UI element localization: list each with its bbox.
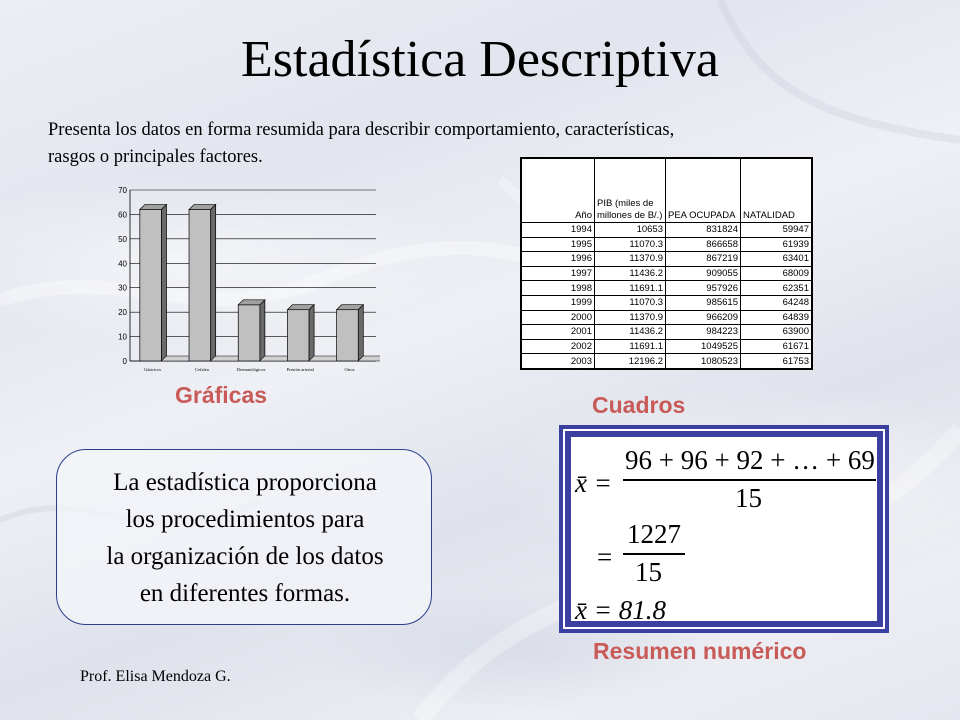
table-cell: 966209: [666, 310, 741, 325]
table-row: [522, 223, 812, 238]
formula-numerator-2: 1227: [627, 519, 681, 549]
table-cell: 11691.1: [595, 339, 666, 354]
table-cell: 985615: [666, 295, 741, 310]
bar: [238, 305, 260, 361]
table-row: [522, 266, 812, 281]
caption-resumen: Resumen numérico: [593, 638, 807, 664]
y-tick-label: 70: [118, 186, 127, 195]
callout-line-2: los procedimientos para: [125, 506, 365, 533]
formula-lhs: x̄ =: [575, 468, 612, 498]
table-row: [522, 354, 812, 369]
bar-side: [260, 300, 265, 361]
table-cell: 64839: [741, 310, 812, 325]
x-tick-label: Dermatológicos: [236, 367, 266, 372]
callout-line-4: en diferentes formas.: [139, 580, 351, 607]
table-cell: 1997: [522, 266, 595, 281]
caption-graficas: Gráficas: [175, 382, 268, 408]
table-cell: 866658: [666, 237, 741, 252]
table-body: [522, 223, 812, 369]
table-cell: 1080523: [666, 354, 741, 369]
formula-denominator-1: 15: [735, 483, 762, 513]
table-row: [522, 325, 812, 340]
table-cell: 1998: [522, 281, 595, 296]
formula-equals-2: =: [597, 542, 613, 572]
formula-box: [559, 425, 889, 633]
table-cell: 984223: [666, 325, 741, 340]
y-tick-label: 60: [118, 210, 127, 220]
header-pea: PEA OCUPADA: [666, 159, 741, 223]
table-cell: 2002: [522, 339, 595, 354]
footer-author: Prof. Elisa Mendoza G.: [80, 668, 231, 685]
data-table-box: [520, 157, 813, 370]
x-tick-label: Cefalea: [194, 367, 209, 372]
table-cell: 11070.3: [595, 295, 666, 310]
y-tick-label: 40: [118, 259, 127, 269]
table-cell: 68009: [741, 266, 812, 281]
formula-frame: [563, 429, 885, 629]
table-cell: 63401: [741, 252, 812, 267]
table-cell: 1999: [522, 295, 595, 310]
table-cell: 2000: [522, 310, 595, 325]
table-cell: 11370.9: [595, 252, 666, 267]
bar: [189, 210, 211, 361]
table-cell: 1049525: [666, 339, 741, 354]
y-tick-label: 10: [118, 332, 127, 342]
caption-cuadros: Cuadros: [592, 392, 686, 418]
formula-fraction-bar-2: [623, 553, 685, 555]
table-cell: 2003: [522, 354, 595, 369]
header-pib: PIB (miles de millones de B/.): [595, 159, 666, 223]
table-cell: 909055: [666, 266, 741, 281]
header-year: Año: [522, 159, 595, 223]
table-cell: 64248: [741, 295, 812, 310]
bar-side: [161, 205, 166, 361]
table-header-row: [522, 159, 812, 223]
x-tick-label: Presión arterial: [286, 367, 314, 372]
table-cell: 11436.2: [595, 266, 666, 281]
table-row: [522, 252, 812, 267]
slide-title: Estadística Descriptiva: [241, 31, 719, 88]
x-tick-label: Gástricos: [144, 367, 162, 372]
table-cell: 61671: [741, 339, 812, 354]
table-cell: 831824: [666, 223, 741, 238]
table-cell: 2001: [522, 325, 595, 340]
table-cell: 11070.3: [595, 237, 666, 252]
bar-chart-svg: [118, 184, 380, 380]
bar-side: [358, 305, 363, 361]
table-row: [522, 295, 812, 310]
table-cell: 1996: [522, 252, 595, 267]
bar-side: [309, 305, 314, 361]
bar-side: [211, 205, 216, 361]
intro-line-2: rasgos o principales factores.: [48, 147, 263, 167]
table-row: [522, 339, 812, 354]
table-cell: 1994: [522, 223, 595, 238]
table-cell: 10653: [595, 223, 666, 238]
callout-line-3: la organización de los datos: [106, 543, 384, 570]
y-tick-label: 30: [118, 283, 127, 293]
bar: [287, 310, 309, 361]
table-cell: 1995: [522, 237, 595, 252]
table-row: [522, 237, 812, 252]
table-row: [522, 281, 812, 296]
y-tick-label: 20: [118, 308, 127, 318]
table-cell: 12196.2: [595, 354, 666, 369]
formula-content: [571, 437, 877, 625]
bar: [337, 310, 359, 361]
table-cell: 61753: [741, 354, 812, 369]
formula-denominator-2: 15: [635, 557, 662, 587]
table-cell: 63900: [741, 325, 812, 340]
table-cell: 62351: [741, 281, 812, 296]
bar: [140, 210, 162, 361]
x-tick-label: Otros: [344, 367, 355, 372]
y-tick-label: 0: [122, 357, 127, 366]
bar-chart: [118, 184, 380, 380]
formula-result: x̄ = 81.8: [575, 595, 666, 625]
table-cell: 59947: [741, 223, 812, 238]
intro-line-1: Presenta los datos en forma resumida para describir comportamiento, características,: [48, 120, 675, 140]
header-natalidad: NATALIDAD: [741, 159, 812, 223]
table-cell: 11370.9: [595, 310, 666, 325]
table-cell: 11436.2: [595, 325, 666, 340]
table-cell: 867219: [666, 252, 741, 267]
table-cell: 11691.1: [595, 281, 666, 296]
data-table: [521, 158, 812, 369]
callout-box: [56, 449, 432, 625]
formula-numerator-1: 96 + 96 + 92 + … + 69: [625, 445, 875, 475]
formula-fraction-bar-1: [623, 479, 876, 481]
callout-line-1: La estadística proporciona: [113, 469, 377, 496]
table-cell: 61939: [741, 237, 812, 252]
table-row: [522, 310, 812, 325]
y-tick-label: 50: [118, 234, 127, 244]
table-cell: 957926: [666, 281, 741, 296]
